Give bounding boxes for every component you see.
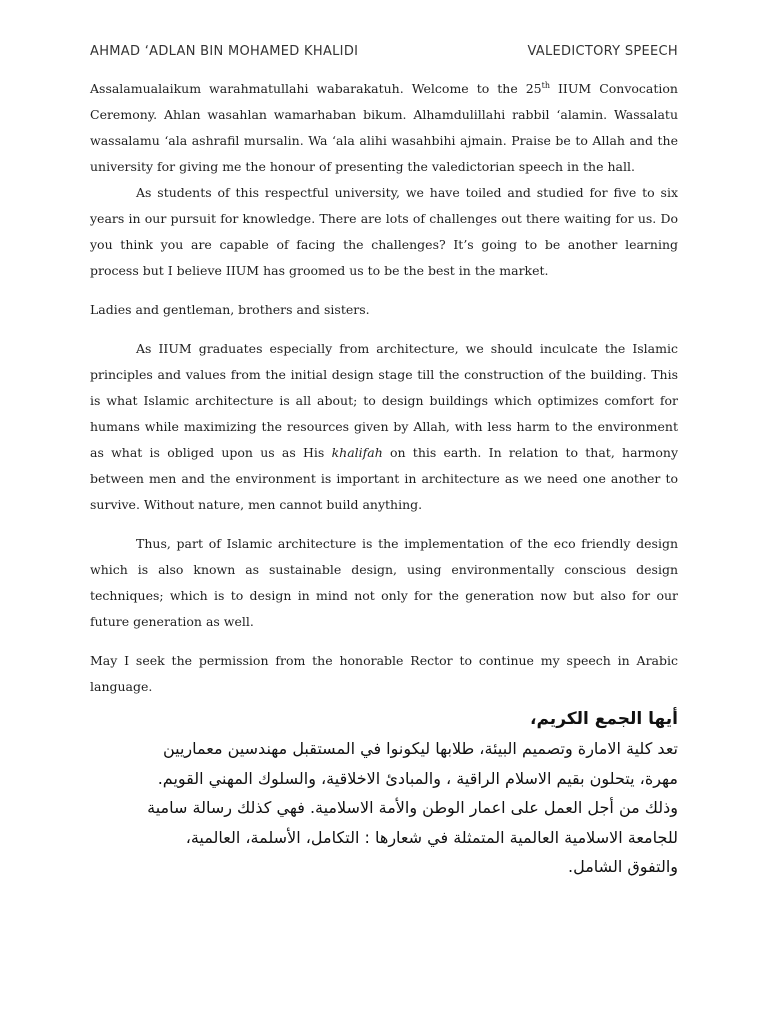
header-title: VALEDICTORY SPEECH bbox=[527, 44, 678, 59]
arabic-line-2: مهرة، يتحلون بقيم الاسلام الراقية ، والمبادئ الاخلاقية، والسلوك المهني القويم. bbox=[157, 768, 678, 788]
paragraph-permission: May I seek the permission from the honorable Rector to continue my speech in Arabic language. bbox=[90, 653, 678, 694]
paragraph-salutation: Ladies and gentleman, brothers and sisters. bbox=[90, 302, 370, 317]
greeting-text-end: IIUM Convocation Ceremony. Ahlan wasahlan wamarhaban bikum. Alhamdulillahi rabbil ‘alamin. Wassalatu wassalamu ‘ala ashrafil mursalin. Wa ‘ala alihi wasahbihi ajmain. Praise be to Allah and the university for giving me the honour of presenting the valedictorian speech in the hall. bbox=[90, 81, 678, 174]
greeting-text-start: Assalamualaikum warahmatullahi wabarakatuh. Welcome to the 25 bbox=[90, 81, 542, 96]
header-author: AHMAD ‘ADLAN BIN MOHAMED KHALIDI bbox=[90, 44, 359, 59]
arabic-section bbox=[90, 704, 678, 882]
arabic-line-5: والتفوق الشامل. bbox=[568, 857, 678, 876]
architecture-text-start: As IIUM graduates especially from architecture, we should inculcate the Islamic principles and values from the initial design stage till the construction of the building. This is what Islamic architecture is all about; to design buildings which optimizes comfort for humans while maximizing the resources given by Allah, with less harm to the environment as what is obliged upon us as His bbox=[90, 341, 678, 460]
paragraph-students: As students of this respectful university, we have toiled and studied for five to six years in our pursuit for knowledge. There are lots of challenges out there waiting for us. Do you think you are capable of facing the challenges? It’s going to be another learning process but I believe IIUM has groomed us to be the best in the market. bbox=[90, 185, 678, 278]
arabic-line-1: تعد كلية الامارة وتصميم البيئة، طلابها ليكونوا في المستقبل مهندسين معماريين bbox=[162, 739, 678, 758]
speech-body bbox=[90, 76, 678, 700]
paragraph-sustainable: Thus, part of Islamic architecture is the implementation of the eco friendly design which is also known as sustainable design, using environmentally conscious design techniques; which is to design in mind not only for the generation now but also for our future generation as well. bbox=[90, 536, 678, 629]
arabic-line-4: للجامعة الاسلامية العالمية المتمثلة في شعارها : التكامل، الأسلمة، العالمية، bbox=[185, 827, 678, 847]
page-header bbox=[90, 44, 678, 62]
ordinal-suffix: th bbox=[541, 80, 550, 90]
arabic-line-3: وذلك من أجل العمل على اعمار الوطن والأمة الاسلامية. فهي كذلك رسالة سامية bbox=[147, 798, 678, 817]
architecture-text-end: on this earth. In relation to that, harmony between men and the environment is important in architecture as we need one another to survive. Without nature, men cannot build anything. bbox=[90, 445, 678, 512]
paragraph-architecture bbox=[90, 336, 678, 518]
paragraph-greeting bbox=[90, 76, 678, 180]
arabic-heading: أيها الجمع الكريم، bbox=[530, 709, 678, 729]
italic-term: khalifah bbox=[331, 445, 383, 460]
